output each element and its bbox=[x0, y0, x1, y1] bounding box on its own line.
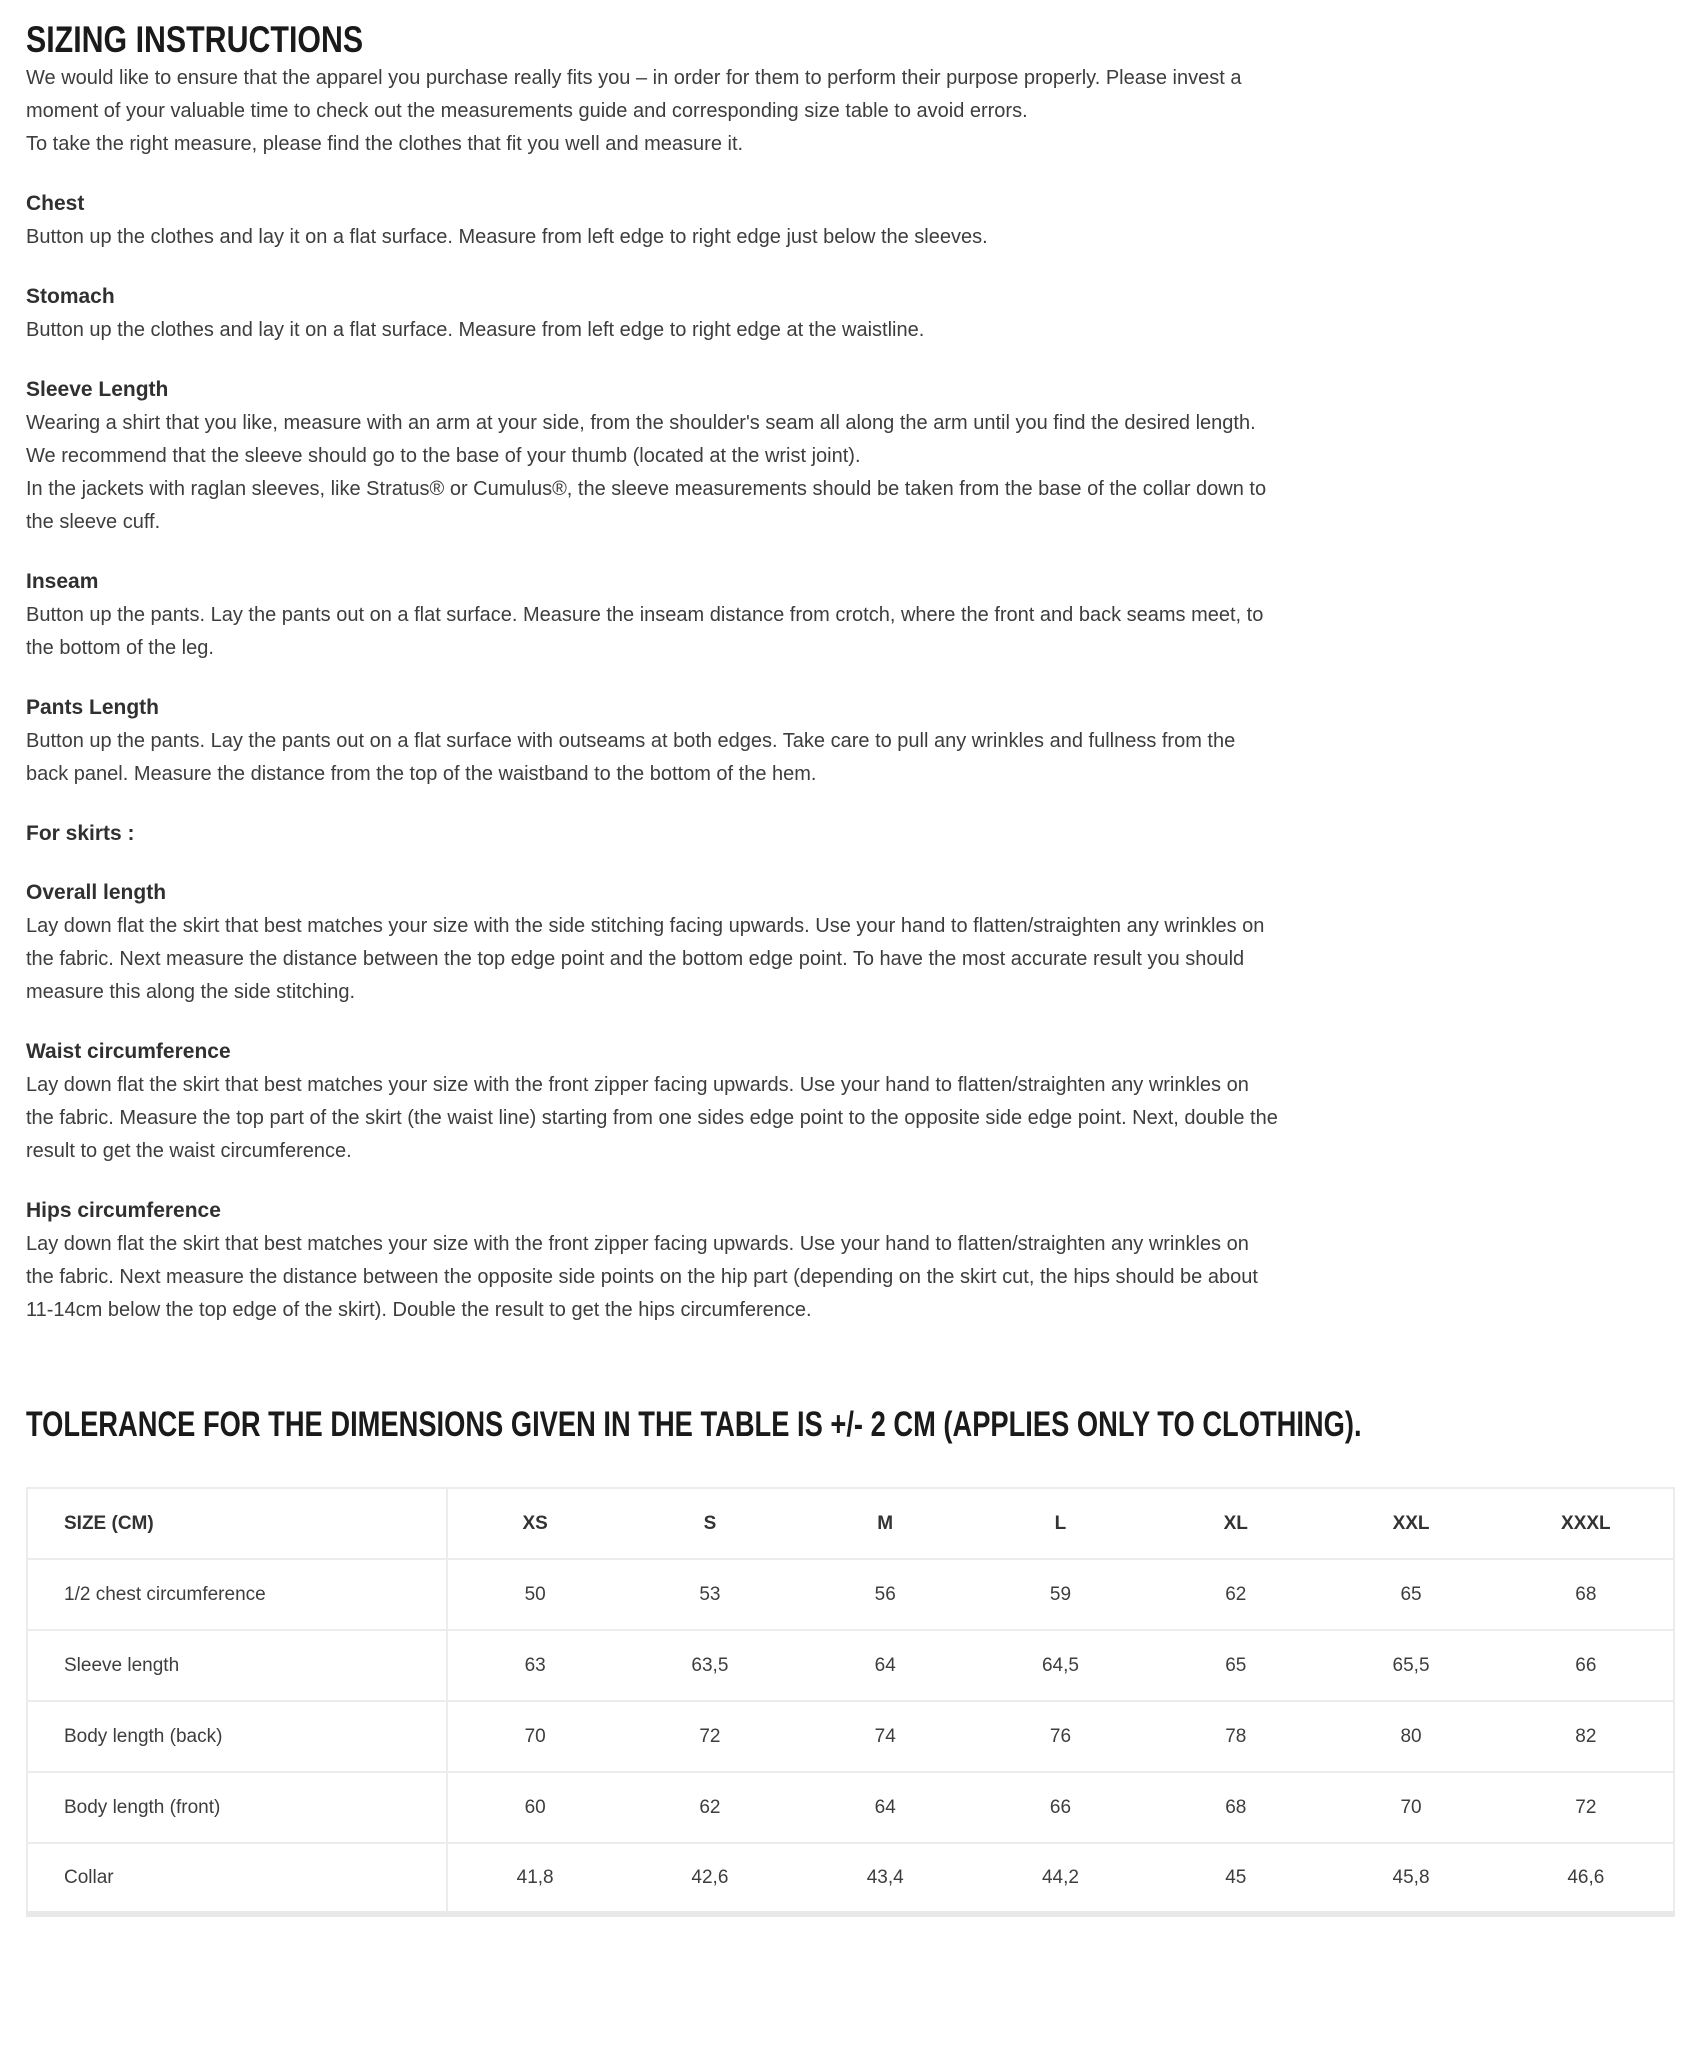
section-overall-length bbox=[26, 876, 1278, 1009]
section-for-skirts bbox=[26, 817, 1278, 850]
size-value: 45,8 bbox=[1323, 1843, 1498, 1914]
section-sleeve-length bbox=[26, 373, 1278, 473]
row-label: Body length (back) bbox=[27, 1701, 447, 1772]
section-pants-length bbox=[26, 691, 1278, 791]
table-row-chest-circumference bbox=[27, 1559, 1674, 1630]
size-value: 68 bbox=[1499, 1559, 1674, 1630]
size-value: 68 bbox=[1148, 1772, 1323, 1843]
size-value: 44,2 bbox=[973, 1843, 1148, 1914]
row-label: Sleeve length bbox=[27, 1630, 447, 1701]
section-stomach bbox=[26, 280, 1278, 347]
size-value: 64,5 bbox=[973, 1630, 1148, 1701]
size-value: 60 bbox=[447, 1772, 622, 1843]
section-body-inseam: Button up the pants. Lay the pants out on a flat surface. Measure the inseam distance from crotch, where the front and back seams meet, to the bottom of the leg. bbox=[26, 604, 1264, 659]
page-title: SIZING INSTRUCTIONS bbox=[26, 19, 364, 60]
header-cell-xxl: XXL bbox=[1392, 1512, 1430, 1534]
size-value: 64 bbox=[798, 1630, 973, 1701]
tolerance-heading: TOLERANCE FOR THE DIMENSIONS GIVEN IN THE TABLE IS +/- 2 CM (APPLIES ONLY TO CLOTHING). bbox=[26, 1405, 1362, 1444]
section-chest bbox=[26, 187, 1278, 254]
intro-paragraph-2: To take the right measure, please find the clothes that fit you well and measure it. bbox=[26, 133, 744, 155]
size-value: 82 bbox=[1499, 1701, 1674, 1772]
section-heading-waist-circumference: Waist circumference bbox=[26, 1040, 231, 1063]
size-value: 62 bbox=[622, 1772, 797, 1843]
header-cell-l: L bbox=[1054, 1512, 1067, 1534]
section-heading-inseam: Inseam bbox=[26, 570, 99, 593]
section-body-hips-circumference: Lay down flat the skirt that best matches your size with the front zipper facing upwards. Use your hand to flatten/straighten any wrinkles on the fabric. Next measure the distance between the opposite side points on the hip part (depending on the skirt cut, the hips should be about 11-14cm below the top edge of the skirt). Double the result to get the hips circumference. bbox=[26, 1233, 1258, 1321]
section-body-stomach: Button up the clothes and lay it on a flat surface. Measure from left edge to right edge at the waistline. bbox=[26, 319, 925, 341]
table-row-body-length-back bbox=[27, 1701, 1674, 1772]
section-body-sleeve-length: Wearing a shirt that you like, measure with an arm at your side, from the shoulder's seam all along the arm until you find the desired length. We recommend that the sleeve should go to the base of your thumb (located at the wrist joint). bbox=[26, 412, 1256, 467]
size-value: 42,6 bbox=[622, 1843, 797, 1914]
size-value: 64 bbox=[798, 1772, 973, 1843]
size-value: 78 bbox=[1148, 1701, 1323, 1772]
section-waist-circumference bbox=[26, 1035, 1278, 1168]
section-heading-stomach: Stomach bbox=[26, 285, 115, 308]
size-value: 63,5 bbox=[622, 1630, 797, 1701]
header-cell-m: M bbox=[877, 1512, 894, 1534]
size-value: 63 bbox=[447, 1630, 622, 1701]
section-body-pants-length: Button up the pants. Lay the pants out on a flat surface with outseams at both edges. Take care to pull any wrinkles and fullness from the back panel. Measure the distance from the top of the waistband to the bottom of the hem. bbox=[26, 730, 1236, 785]
section-body-waist-circumference: Lay down flat the skirt that best matches your size with the front zipper facing upwards. Use your hand to flatten/straighten any wrinkles on the fabric. Measure the top part of the skirt (the waist line) starting from one sides edge point to the opposite side edge point. Next, double the result to get the waist circumference. bbox=[26, 1074, 1278, 1162]
size-value: 59 bbox=[973, 1559, 1148, 1630]
row-label: 1/2 chest circumference bbox=[27, 1559, 447, 1630]
size-value: 65 bbox=[1323, 1559, 1498, 1630]
table-row-sleeve-length bbox=[27, 1630, 1674, 1701]
header-cell-xxxl: XXXL bbox=[1561, 1512, 1611, 1534]
intro-paragraph-1: We would like to ensure that the apparel you purchase really fits you – in order for them to perform their purpose properly. Please invest a moment of your valuable time to check out the measurements guide and corresponding size table to avoid errors. bbox=[26, 67, 1242, 122]
size-value: 41,8 bbox=[447, 1843, 622, 1914]
size-value: 72 bbox=[622, 1701, 797, 1772]
instructions-text-column bbox=[26, 62, 1278, 1327]
section-body-chest: Button up the clothes and lay it on a flat surface. Measure from left edge to right edge just below the sleeves. bbox=[26, 226, 988, 248]
section-body-overall-length: Lay down flat the skirt that best matches your size with the side stitching facing upwards. Use your hand to flatten/straighten any wrinkles on the fabric. Next measure the distance between the top edge point and the bottom edge point. To have the most accurate result you should measure this along the side stitching. bbox=[26, 915, 1265, 1003]
size-value: 74 bbox=[798, 1701, 973, 1772]
table-row-collar bbox=[27, 1843, 1674, 1914]
size-value: 66 bbox=[973, 1772, 1148, 1843]
size-value: 45 bbox=[1148, 1843, 1323, 1914]
size-value: 70 bbox=[447, 1701, 622, 1772]
size-value: 43,4 bbox=[798, 1843, 973, 1914]
section-heading-overall-length: Overall length bbox=[26, 881, 167, 904]
row-label: Body length (front) bbox=[27, 1772, 447, 1843]
section-heading-pants-length: Pants Length bbox=[26, 696, 160, 719]
size-value: 72 bbox=[1499, 1772, 1674, 1843]
size-value: 56 bbox=[798, 1559, 973, 1630]
section-heading-for-skirts: For skirts : bbox=[26, 822, 135, 845]
size-table-body bbox=[27, 1559, 1674, 1914]
header-cell-s: S bbox=[703, 1512, 717, 1534]
header-cell-xs: XS bbox=[522, 1512, 548, 1534]
size-value: 65,5 bbox=[1323, 1630, 1498, 1701]
raglan-sleeve-note: In the jackets with raglan sleeves, like Stratus® or Cumulus®, the sleeve measurements should be taken from the base of the collar down to the sleeve cuff. bbox=[26, 478, 1267, 533]
size-table-header bbox=[27, 1488, 1674, 1559]
row-label: Collar bbox=[27, 1843, 447, 1914]
size-value: 50 bbox=[447, 1559, 622, 1630]
header-cell-xl: XL bbox=[1223, 1512, 1248, 1534]
size-value: 46,6 bbox=[1499, 1843, 1674, 1914]
section-heading-sleeve-length: Sleeve Length bbox=[26, 378, 169, 401]
section-heading-chest: Chest bbox=[26, 192, 85, 215]
section-heading-hips-circumference: Hips circumference bbox=[26, 1199, 221, 1222]
size-value: 62 bbox=[1148, 1559, 1323, 1630]
size-value: 65 bbox=[1148, 1630, 1323, 1701]
section-inseam bbox=[26, 565, 1278, 665]
size-value: 66 bbox=[1499, 1630, 1674, 1701]
section-hips-circumference bbox=[26, 1194, 1278, 1327]
size-value: 76 bbox=[973, 1701, 1148, 1772]
header-cell-size-cm: SIZE (CM) bbox=[27, 1488, 447, 1559]
size-value: 70 bbox=[1323, 1772, 1498, 1843]
size-value: 80 bbox=[1323, 1701, 1498, 1772]
size-value: 53 bbox=[622, 1559, 797, 1630]
table-row-body-length-front bbox=[27, 1772, 1674, 1843]
size-table bbox=[26, 1487, 1675, 1917]
table-header-row bbox=[27, 1488, 1674, 1559]
